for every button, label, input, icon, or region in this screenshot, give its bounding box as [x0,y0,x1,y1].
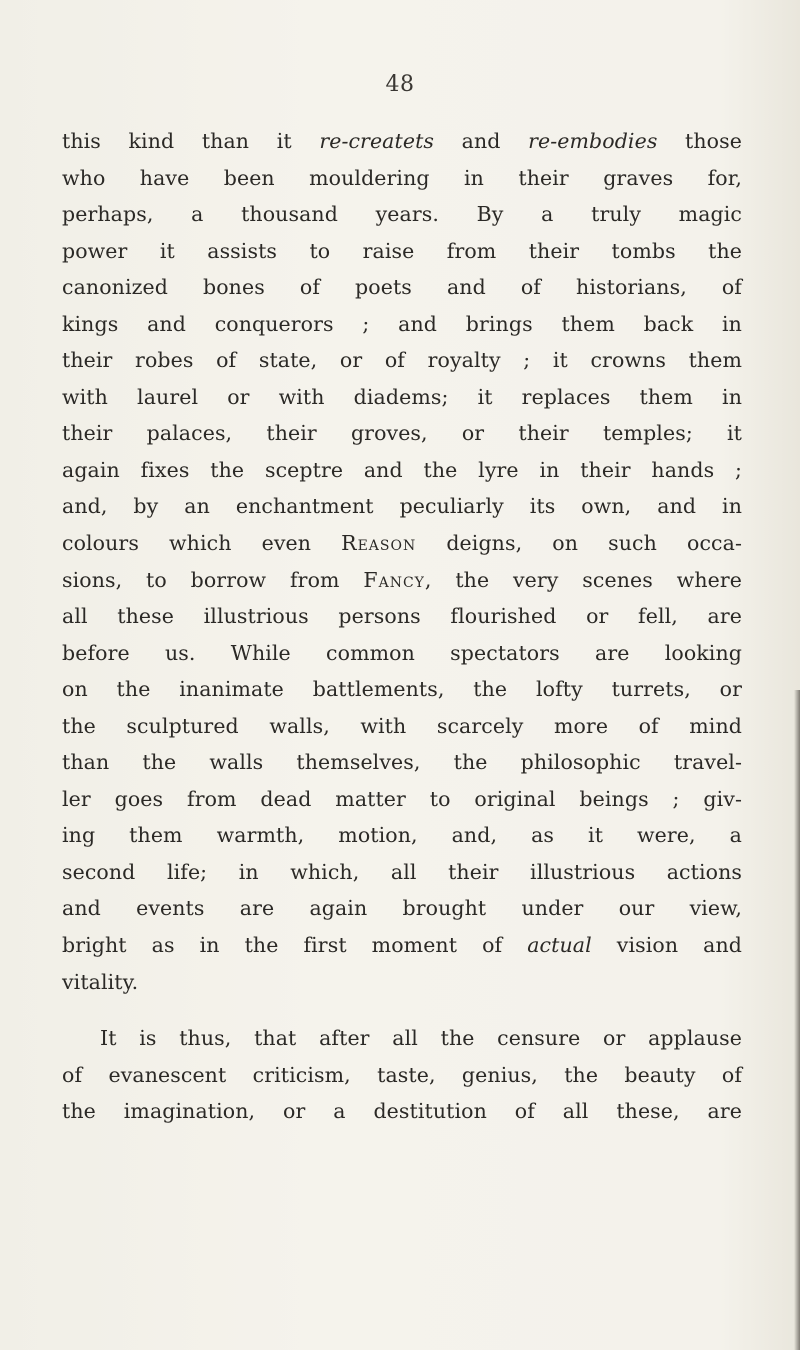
text-line [62,415,742,452]
text-line [62,196,742,233]
text-segment: the sculptured walls, with scarcely more of mind [62,713,742,738]
text-line [62,123,742,160]
paragraph [62,1020,742,1130]
text-segment: power it assists to raise from their tombs the [62,238,742,263]
text-line [62,342,742,379]
text-segment: than the walls themselves, the philosophic travel- [62,750,742,775]
italic-text: re-createts [319,129,435,153]
text-segment: vitality. [62,969,139,994]
text-segment: and, by an enchantment peculiarly its own, and in [62,494,742,519]
text-line [62,635,742,672]
smallcaps-text: Fancy [363,567,425,592]
text-line [62,488,742,525]
text-line [62,306,742,343]
text-line [62,890,742,927]
text-segment: their robes of state, or of royalty ; it crowns them [62,348,742,373]
text-line [62,525,742,562]
text-line [62,1020,742,1057]
text-segment: perhaps, a thousand years. By a truly magic [62,202,742,227]
paragraph [62,123,742,1000]
text-segment: ler goes from dead matter to original beings ; giv- [62,786,742,811]
text-segment: those [657,129,742,153]
text-line [62,744,742,781]
text-line [62,1057,742,1094]
text-segment: ing them warmth, motion, and, as it were, a [62,823,742,848]
paragraph-gap [62,1000,742,1020]
text-line [62,817,742,854]
text-segment: again fixes the sceptre and the lyre in their hands ; [62,457,742,482]
smallcaps-text: Reason [341,531,417,556]
italic-text: actual [527,933,592,958]
text-segment: kings and conquerors ; and brings them back in [62,311,742,336]
text-segment: deigns, on such occa- [416,531,742,556]
text-segment: all these illustrious persons flourished or fell, are [62,604,742,629]
text-segment: with laurel or with diadems; it replaces them in [62,384,742,409]
text-segment: who have been mouldering in their graves for, [62,165,742,190]
text-segment: their palaces, their groves, or their temples; it [62,421,742,446]
text-line [62,671,742,708]
text-segment: on the inanimate battlements, the lofty turrets, or [62,677,742,702]
text-segment: before us. While common spectators are looking [62,640,742,665]
text-segment: vision and [591,933,742,958]
text-line [62,598,742,635]
text-segment: , the very scenes where [424,567,742,592]
text-segment: and events are again brought under our view, [62,896,742,921]
text-segment: the imagination, or a destitution of all these, are [62,1099,742,1124]
text-line [62,160,742,197]
text-line [62,562,742,599]
text-segment: It is thus, that after all the censure or applause [100,1026,742,1051]
text-segment: second life; in which, all their illustrious actions [62,859,742,884]
text-segment: colours which even [62,531,342,556]
text-line [62,379,742,416]
text-segment: this kind than it [62,129,320,153]
text-line [62,781,742,818]
page-number: 48 [385,72,415,97]
text-line [62,1093,742,1130]
text-line [62,708,742,745]
text-segment: bright as in the first moment of [62,933,528,958]
text-line [62,964,742,1001]
text-segment: sions, to borrow from [62,567,364,592]
text-segment: and [434,129,529,153]
text-line [62,452,742,489]
text-line [62,269,742,306]
text-line [62,927,742,964]
body-text [62,123,742,1130]
italic-text: re-embodies [528,129,658,153]
text-line [62,233,742,270]
text-segment: canonized bones of poets and of historians, of [62,275,742,300]
page-edge-shadow [794,690,800,1350]
text-segment: of evanescent criticism, taste, genius, the beauty of [62,1062,742,1087]
text-line [62,854,742,891]
